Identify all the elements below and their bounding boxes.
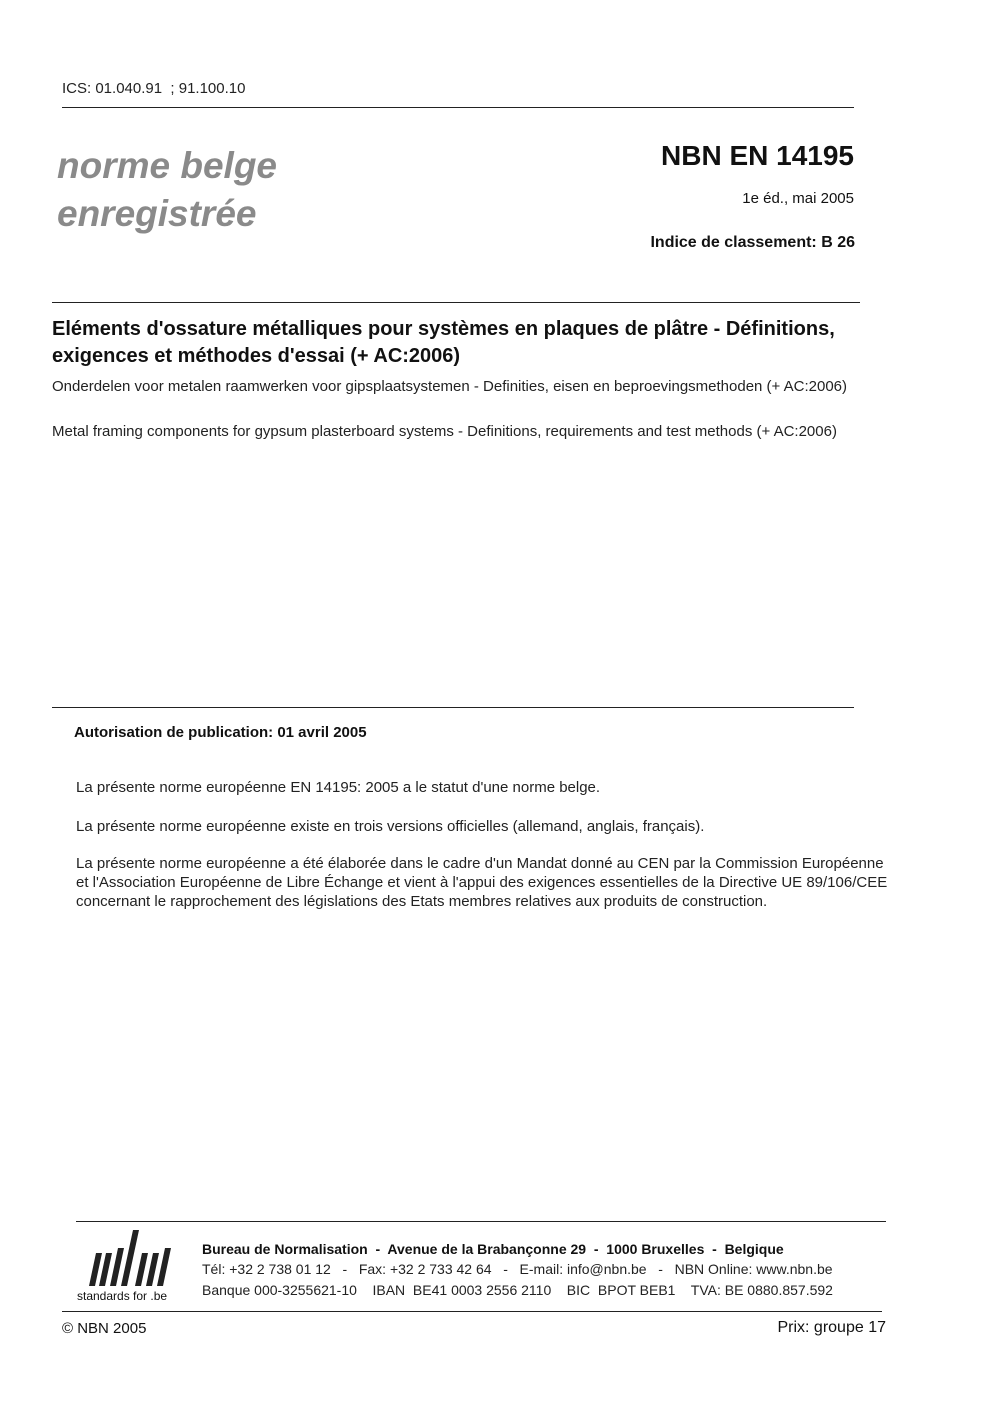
price-group: Prix: groupe 17 — [777, 1319, 886, 1336]
body-divider — [52, 707, 854, 708]
logo-tagline: standards for .be — [77, 1289, 168, 1303]
title-french: Eléments d'ossature métalliques pour systèmes en plaques de plâtre - Définitions, exigences et méthodes d'essai (+ AC:2006) — [52, 318, 835, 367]
footer-bottom-divider — [62, 1311, 882, 1312]
document-type-label — [57, 142, 277, 238]
brand-line-2: enregistrée — [57, 193, 257, 234]
edition-info: 1e éd., mai 2005 — [742, 190, 854, 207]
ics-codes: ICS: 01.040.91 ; 91.100.10 — [62, 80, 246, 97]
paragraph-mandate: La présente norme européenne a été élaborée dans le cadre d'un Mandat donné au CEN par la Commission Européenne et l'Association Européenne de Libre Échange et vient à l'appui des exigences essentielles de la Directive UE 89/106/CEE concernant le rapprochement des législations des Etats membres relatives aux produits de construction. — [76, 855, 888, 910]
paragraph-status: La présente norme européenne EN 14195: 2005 a le statut d'une norme belge. — [76, 779, 601, 796]
paragraph-versions: La présente norme européenne existe en trois versions officielles (allemand, anglais, français). — [76, 818, 705, 835]
standard-number: NBN EN 14195 — [661, 140, 854, 171]
publication-authorization: Autorisation de publication: 01 avril 2005 — [74, 724, 367, 741]
title-english: Metal framing components for gypsum plasterboard systems - Definitions, requirements and test methods (+ AC:2006) — [52, 423, 837, 440]
title-dutch: Onderdelen voor metalen raamwerken voor gipsplaatsystemen - Definities, eisen en beproevingsmethoden (+ AC:2006) — [52, 378, 848, 395]
footer-bank-line: Banque 000-3255621-10 IBAN BE41 0003 2556 2110 BIC BPOT BEB1 TVA: BE 0880.857.592 — [202, 1282, 833, 1298]
footer-address: Bureau de Normalisation - Avenue de la Brabançonne 29 - 1000 Bruxelles - Belgique — [202, 1241, 784, 1257]
footer-top-divider — [76, 1221, 886, 1222]
brand-line-1: norme belge — [57, 145, 277, 186]
header-divider — [62, 107, 854, 108]
copyright: © NBN 2005 — [62, 1320, 147, 1337]
classification-index: Indice de classement: B 26 — [650, 234, 855, 251]
footer-contact-line: Tél: +32 2 738 01 12 - Fax: +32 2 733 42 64 - E-mail: info@nbn.be - NBN Online: www.nbn.be — [202, 1261, 833, 1277]
title-divider — [52, 302, 860, 303]
